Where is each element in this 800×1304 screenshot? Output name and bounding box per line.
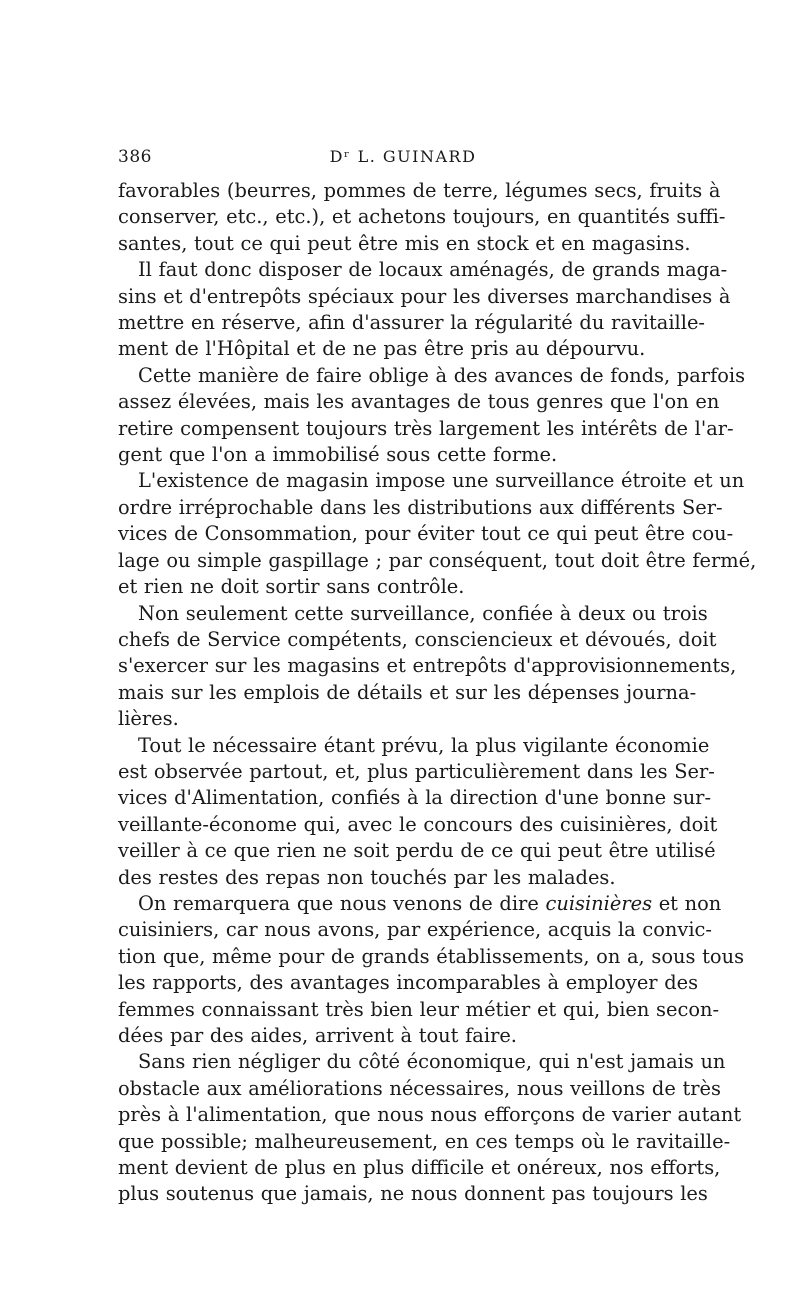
- text-line: sins et d'entrepôts spéciaux pour les diverses marchandises à: [118, 284, 731, 308]
- text-line: mettre en réserve, afin d'assurer la régularité du ravitaille-: [118, 311, 705, 335]
- text-line: cuisiniers, car nous avons, par expérience, acquis la convic-: [118, 918, 712, 942]
- text-line: et rien ne doit sortir sans contrôle.: [118, 575, 465, 599]
- text-line: ordre irréprochable dans les distributions aux différents Ser-: [118, 495, 723, 519]
- text-line: les rapports, des avantages incomparables à employer des: [118, 971, 699, 995]
- body-text: [118, 178, 757, 1208]
- text-line: chefs de Service compétents, consciencieux et dévoués, doit: [118, 627, 717, 651]
- text-line: veiller à ce que rien ne soit perdu de ce qui peut être utilisé: [118, 839, 716, 863]
- text-line: tion que, même pour de grands établissements, on a, sous tous: [118, 944, 745, 968]
- paragraph: [118, 601, 737, 733]
- paragraph: [118, 733, 718, 891]
- text-line: dées par des aides, arrivent à tout faire.: [118, 1024, 517, 1047]
- text-line: Non seulement cette surveillance, confiée à deux ou trois: [138, 601, 708, 625]
- running-head: Dʳ L. GUINARD: [329, 147, 477, 166]
- page-number: 386: [118, 147, 152, 167]
- text-line: Tout le nécessaire étant prévu, la plus vigilante économie: [138, 733, 710, 757]
- text-line: L'existence de magasin impose une surveillance étroite et un: [138, 469, 745, 493]
- text-line: favorables (beurres, pommes de terre, légumes secs, fruits à: [118, 179, 721, 202]
- text-line: On remarquera que nous venons de dire cuisinières et non: [138, 891, 722, 915]
- text-line: Sans rien négliger du côté économique, qui n'est jamais un: [138, 1050, 726, 1074]
- text-line: ment de l'Hôpital et de ne pas être pris au dépourvu.: [118, 337, 646, 361]
- text-line: retire compensent toujours très largement les intérêts de l'ar-: [118, 416, 734, 440]
- page-header: [118, 147, 688, 173]
- paragraph: [118, 468, 757, 600]
- text-line: que possible; malheureusement, en ces temps où le ravitaille-: [118, 1129, 731, 1153]
- emphasis: cuisinières: [545, 891, 653, 915]
- paragraph: [118, 178, 726, 257]
- text-line: Cette manière de faire oblige à des avances de fonds, parfois: [138, 363, 746, 387]
- paragraph: [118, 257, 731, 363]
- paragraph: [118, 891, 745, 1049]
- text-line: gent que l'on a immobilisé sous cette forme.: [118, 443, 558, 467]
- text-line: s'exercer sur les magasins et entrepôts d'approvisionnements,: [118, 654, 737, 678]
- text-line: mais sur les emplois de détails et sur les dépenses journa-: [118, 680, 697, 704]
- paragraph: [118, 1049, 742, 1207]
- text-line: santes, tout ce qui peut être mis en stock et en magasins.: [118, 231, 691, 255]
- text-line: vices d'Alimentation, confiés à la direction d'une bonne sur-: [118, 786, 712, 810]
- text-line: plus soutenus que jamais, ne nous donnent pas toujours les: [118, 1182, 708, 1206]
- text-line: conserver, etc., etc.), et achetons toujours, en quantités suffi-: [118, 205, 726, 229]
- text-line: est observée partout, et, plus particulièrement dans les Ser-: [118, 759, 715, 783]
- text-line: obstacle aux améliorations nécessaires, nous veillons de très: [118, 1076, 721, 1100]
- text-line: ment devient de plus en plus difficile et onéreux, nos efforts,: [118, 1156, 721, 1180]
- text-line: vices de Consommation, pour éviter tout ce qui peut être cou-: [118, 522, 734, 546]
- text-line: des restes des repas non touchés par les malades.: [118, 865, 616, 889]
- text-line: Il faut donc disposer de locaux aménagés, de grands maga-: [138, 258, 728, 282]
- text-line: lières.: [118, 707, 179, 731]
- text-line: près à l'alimentation, que nous nous efforçons de varier autant: [118, 1103, 742, 1127]
- text-line: veillante-économe qui, avec le concours des cuisinières, doit: [118, 812, 718, 836]
- text-line: femmes connaissant très bien leur métier et qui, bien secon-: [118, 997, 720, 1021]
- text-line: assez élevées, mais les avantages de tous genres que l'on en: [118, 390, 720, 414]
- text-line: lage ou simple gaspillage ; par conséquent, tout doit être fermé,: [118, 548, 757, 572]
- paragraph: [118, 363, 746, 469]
